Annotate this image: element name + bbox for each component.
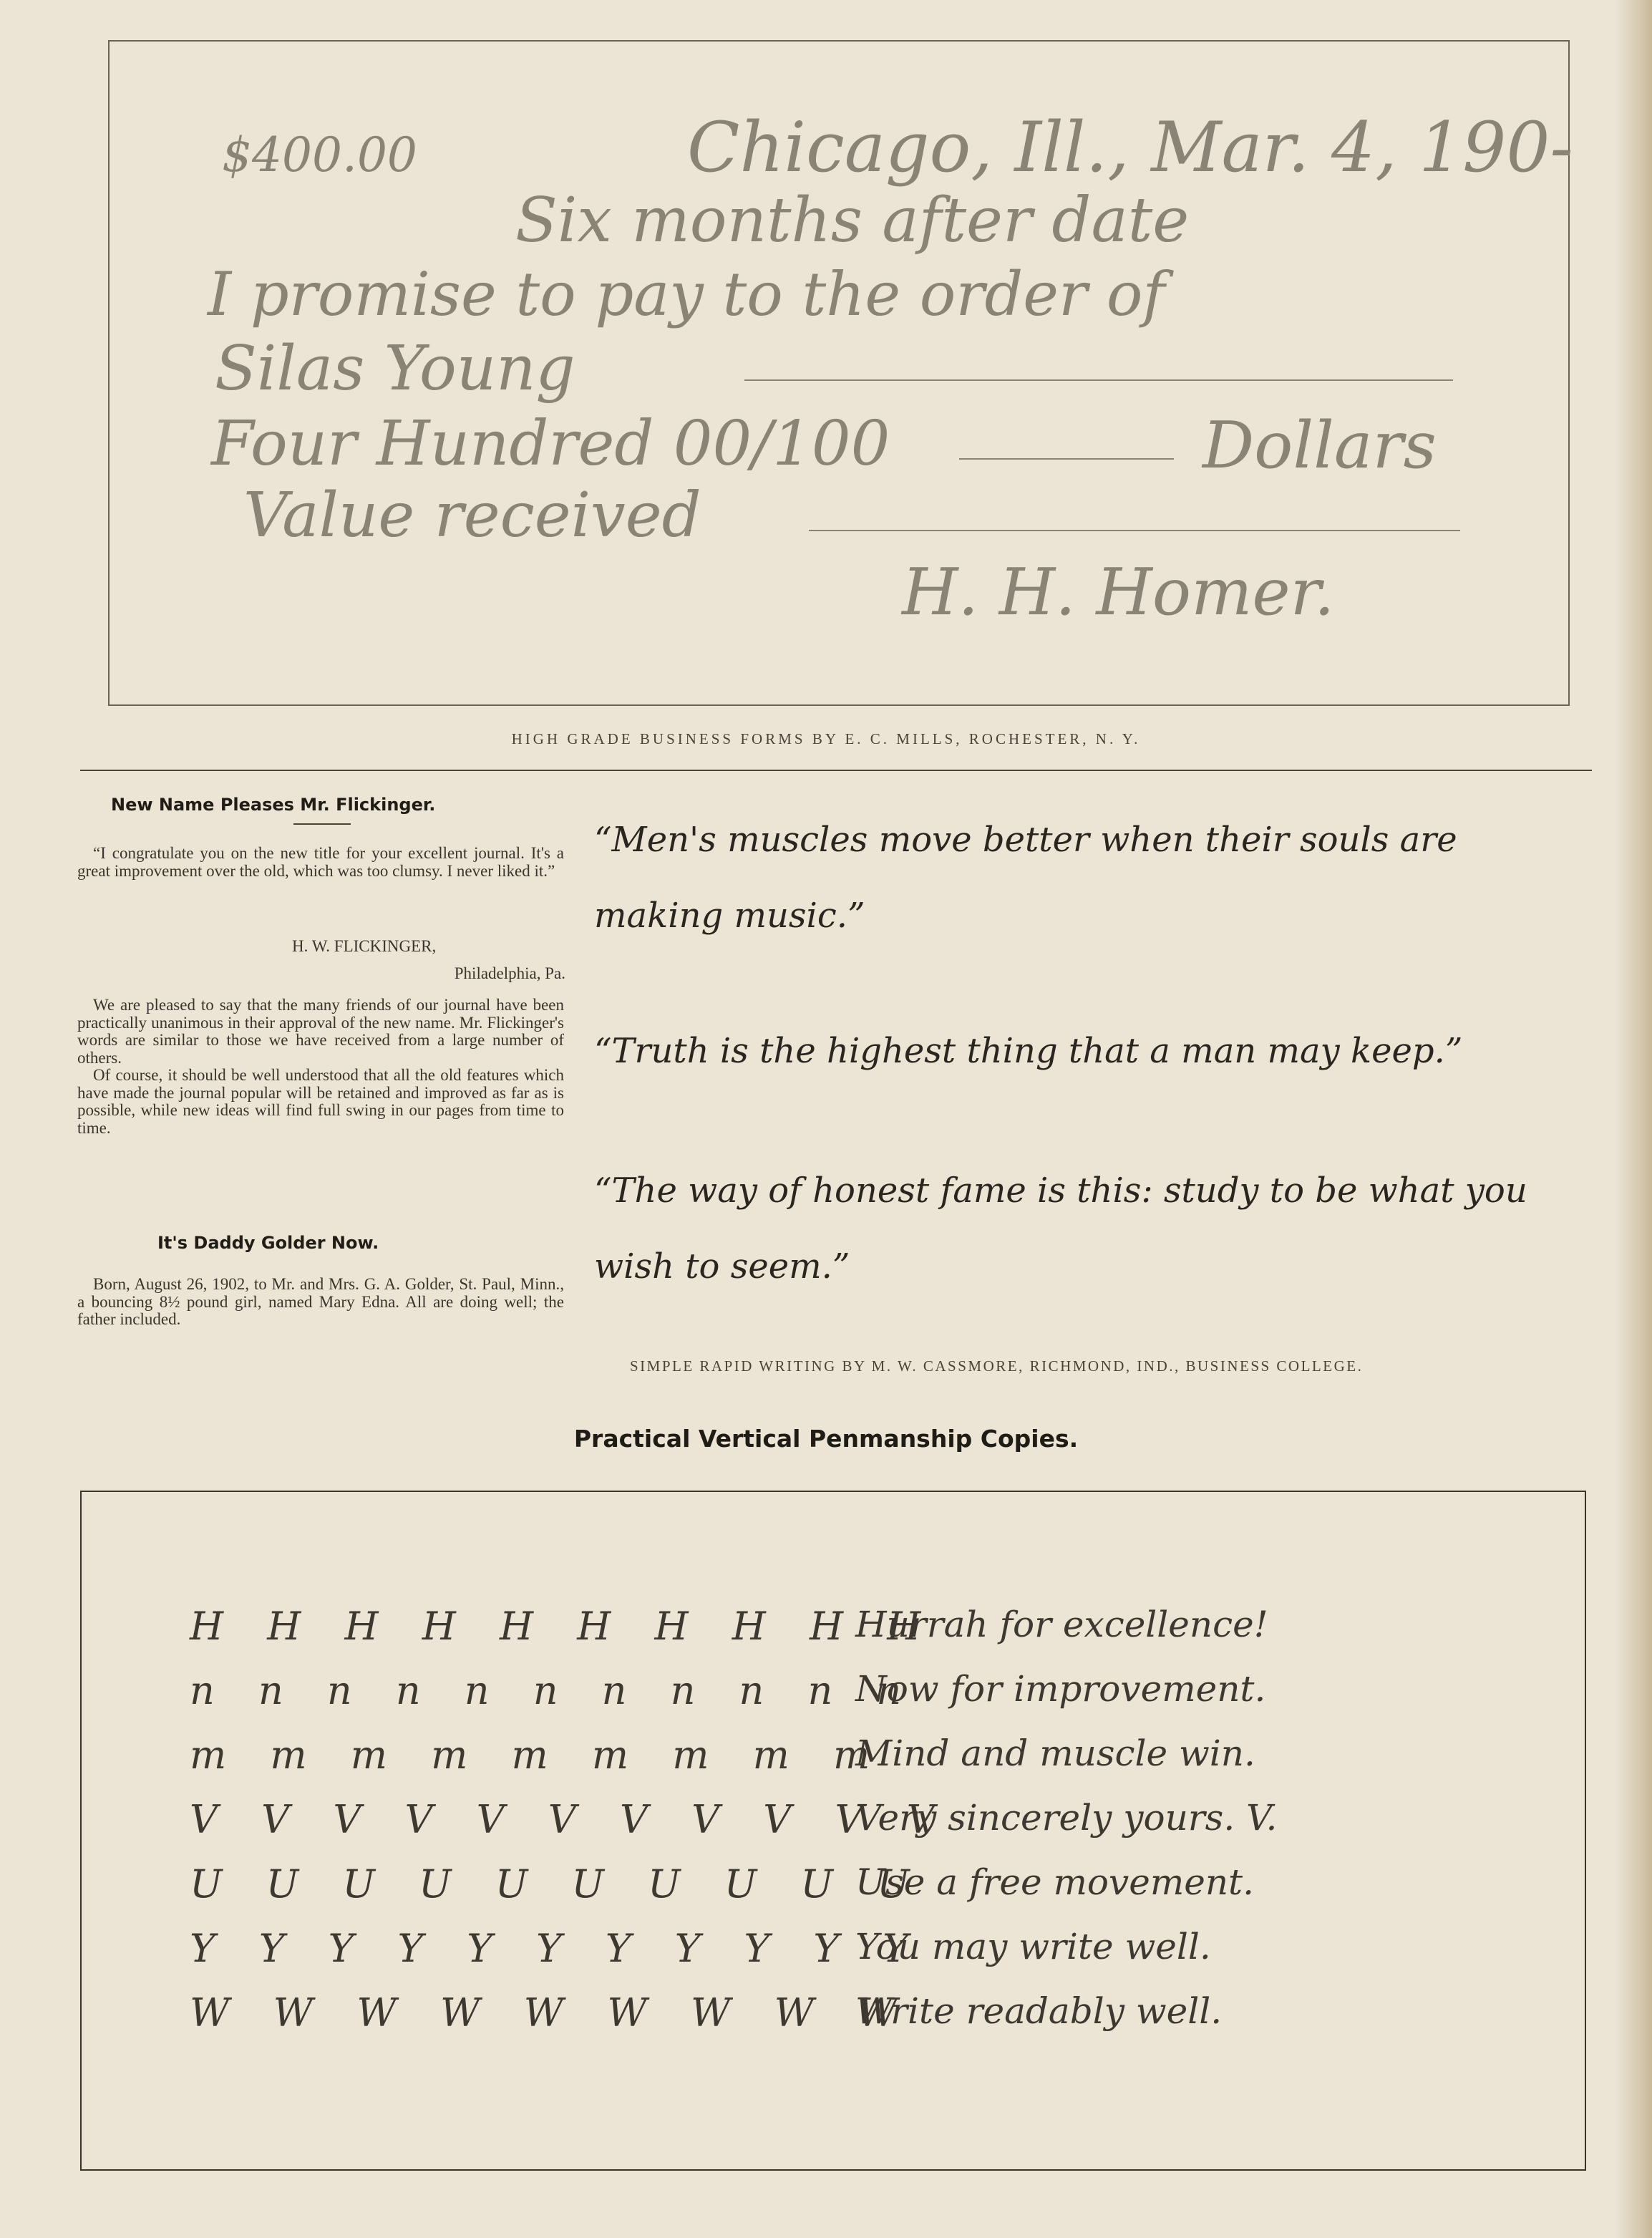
- letter-drill: V V V V V V V V V V V: [190, 1797, 951, 1842]
- paragraph-features: Of course, it should be well understood that all the old features which have made the journal popular will be retained and improved as far as is possible, while new ideas will find full swing in our pages from time to time.: [77, 1066, 564, 1137]
- copy-phrase: Hurrah for excellence!: [855, 1604, 1268, 1645]
- paragraph-birth: Born, August 26, 1902, to Mr. and Mrs. G. A. Golder, St. Paul, Minn., a bouncing 8½ pound girl, named Mary Edna. All are doing well; the father included.: [77, 1275, 564, 1328]
- quote-truth: “Truth is the highest thing that a man may keep.”: [594, 1031, 1463, 1071]
- value-underline: [809, 530, 1460, 531]
- copy-phrase: Now for improvement.: [855, 1668, 1266, 1710]
- note-promise-line: I promise to pay to the order of: [208, 259, 1165, 329]
- penmanship-title: Practical Vertical Penmanship Copies.: [573, 1425, 1079, 1453]
- sum-underline: [959, 458, 1174, 460]
- heading-divider: [293, 823, 351, 825]
- note-time-line: Six months after date: [515, 185, 1190, 256]
- note-signature: H. H. Homer.: [902, 555, 1335, 630]
- copy-phrase: You may write well.: [855, 1926, 1211, 1967]
- letter-drill: W W W W W W W W W: [190, 1990, 913, 2035]
- quote-muscles: “Men's muscles move better when their souls are making music.”: [594, 820, 1457, 936]
- payee-underline: [744, 379, 1453, 381]
- copy-phrase: Use a free movement.: [855, 1861, 1255, 1903]
- section-rule: [80, 770, 1592, 771]
- letter-drill: m m m m m m m m m: [190, 1733, 886, 1778]
- signer-name: H. W. FLICKINGER,: [292, 937, 437, 955]
- note-sum-unit: Dollars: [1202, 408, 1437, 483]
- quotes-caption: SIMPLE RAPID WRITING BY M. W. CASSMORE, RICHMOND, IND., BUSINESS COLLEGE.: [630, 1357, 1364, 1375]
- paragraph-approval: We are pleased to say that the many friends of our journal have been practically unanimous in their approval of the new name. Mr. Flickinger's words are similar to those we have received from a large number of others.: [77, 996, 564, 1067]
- note-value-received: Value received: [243, 480, 701, 551]
- copy-phrase: Write readably well.: [855, 1990, 1223, 2032]
- letter-drill: U U U U U U U U U U: [190, 1861, 925, 1907]
- note-sum-words: Four Hundred 00/100: [211, 408, 890, 480]
- note-amount: $400.00: [222, 127, 417, 183]
- quote-fame: “The way of honest fame is this: study to be what you wish to seem.”: [594, 1171, 1527, 1287]
- note-place-date: Chicago, Ill., Mar. 4, 190-: [687, 107, 1573, 188]
- letter-drill: n n n n n n n n n n n: [190, 1668, 918, 1713]
- letter-drill: Y Y Y Y Y Y Y Y Y Y Y: [190, 1926, 924, 1971]
- copy-phrase: Mind and muscle win.: [855, 1733, 1255, 1774]
- note-caption: HIGH GRADE BUSINESS FORMS BY E. C. MILLS, ROCHESTER, N. Y.: [511, 730, 1141, 747]
- note-payee: Silas Young: [215, 333, 575, 405]
- approval-paragraphs: [77, 997, 564, 1137]
- copy-phrase: Very sincerely yours. V.: [855, 1797, 1278, 1839]
- letter-drill: H H H H H H H H H H: [190, 1604, 937, 1649]
- heading-new-name: New Name Pleases Mr. Flickinger.: [111, 795, 436, 815]
- letter-quote: [77, 845, 564, 880]
- signer-place: Philadelphia, Pa.: [454, 964, 565, 982]
- letter-quote-text: “I congratulate you on the new title for your excellent journal. It's a great improvement over the old, which was too clumsy. I never liked it.”: [77, 844, 564, 880]
- page-edge-shadow: [1615, 0, 1652, 2238]
- birth-announcement: [77, 1276, 564, 1329]
- heading-daddy-golder: It's Daddy Golder Now.: [157, 1233, 379, 1253]
